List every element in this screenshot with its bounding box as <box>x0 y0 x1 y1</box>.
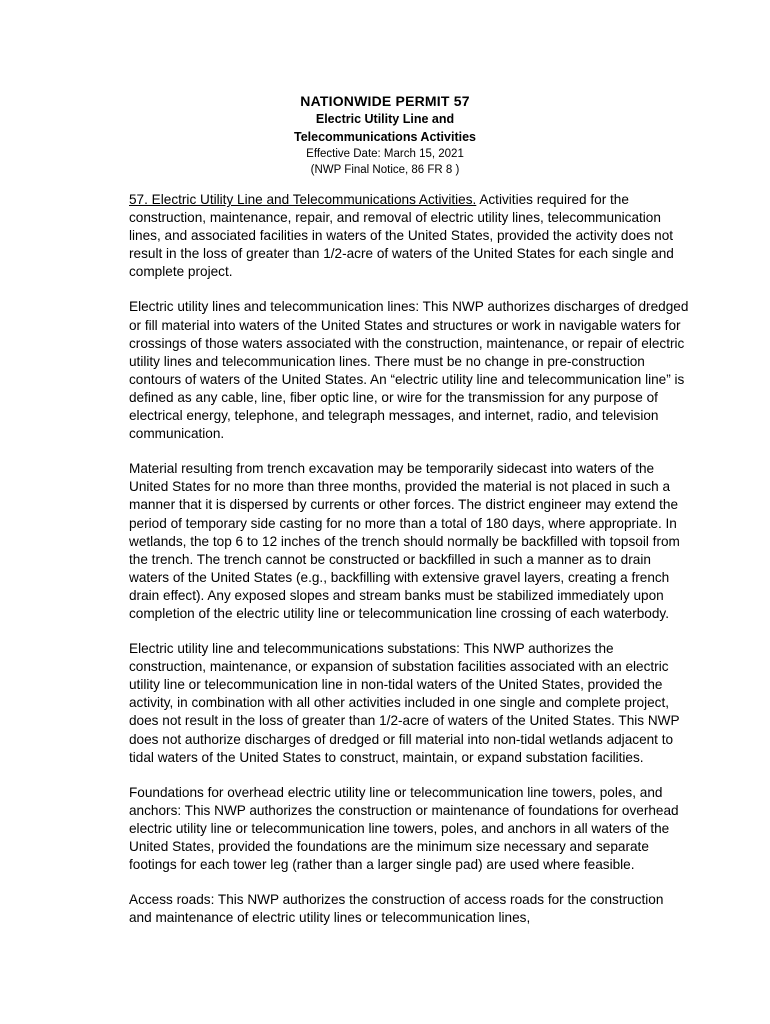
paragraph-foundations: Foundations for overhead electric utility line or telecommunication line towers, poles, and anchors: This NWP authorizes the construction or maintenance of foundations for overhead electric utility line or telecommunication line towers, poles, and anchors in all waters of the United States, provided the foundations are the minimum size necessary and separate footings for each tower leg (rather than a larger single pad) are used where feasible. <box>129 784 679 873</box>
permit-section-heading: 57. Electric Utility Line and Telecommunications Activities. <box>129 192 477 207</box>
document-header <box>0 92 770 178</box>
paragraph-substations: Electric utility line and telecommunications substations: This NWP authorizes the construction, maintenance, or expansion of substation facilities associated with an electric utility line or telecommunication line in non-tidal waters of the United States, provided the activity, in combination with all other activities included in one single and complete project, does not result in the loss of greater than 1/2-acre of waters of the United States. This NWP does not authorize discharges of dredged or fill material into non-tidal wetlands adjacent to tidal waters of the United States to construct, maintain, or expand substation facilities. <box>129 641 680 765</box>
permit-subtitle-line-1: Electric Utility Line and <box>315 112 455 126</box>
permit-title: NATIONWIDE PERMIT 57 <box>300 93 470 109</box>
paragraph-lines: Electric utility lines and telecommunication lines: This NWP authorizes discharges of dredged or fill material into waters of the United States and structures or work in navigable waters for crossings of those waters associated with the construction, maintenance, or repair of electric utility lines and telecommunication lines. There must be no change in pre-construction contours of waters of the United States. An “electric utility line and telecommunication line” is defined as any cable, line, fiber optic line, or wire for the transmission for any purpose of electrical energy, telephone, and telegraph messages, and internet, radio, and television communication. <box>129 299 689 442</box>
paragraph-permit-scope <box>129 191 689 281</box>
paragraph-trench-material: Material resulting from trench excavation may be temporarily sidecast into waters of the United States for no more than three months, provided the material is not placed in such a manner that it is dispersed by currents or other forces. The district engineer may extend the period of temporary side casting for no more than a total of 180 days, where appropriate. In wetlands, the top 6 to 12 inches of the trench should normally be backfilled with topsoil from the trench. The trench cannot be constructed or backfilled in such a manner as to drain waters of the United States (e.g., backfilling with extensive gravel layers, creating a french drain effect). Any exposed slopes and stream banks must be stabilized immediately upon completion of the electric utility line or telecommunication line crossing of each waterbody. <box>129 461 680 621</box>
permit-scope-text: Activities required for the construction, maintenance, repair, and removal of electric utility lines, telecommunication lines, and associated facilities in waters of the United States, provided the activity does not result in the loss of greater than 1/2-acre of waters of the United States for each single and complete project. <box>129 192 674 280</box>
effective-date: Effective Date: March 15, 2021 <box>306 148 464 160</box>
document-body <box>129 191 689 944</box>
permit-subtitle-line-2: Telecommunications Activities <box>294 130 476 144</box>
final-notice-reference: (NWP Final Notice, 86 FR 8 ) <box>310 164 460 176</box>
paragraph-access-roads: Access roads: This NWP authorizes the construction of access roads for the construction and maintenance of electric utility lines or telecommunication lines, <box>129 892 664 926</box>
